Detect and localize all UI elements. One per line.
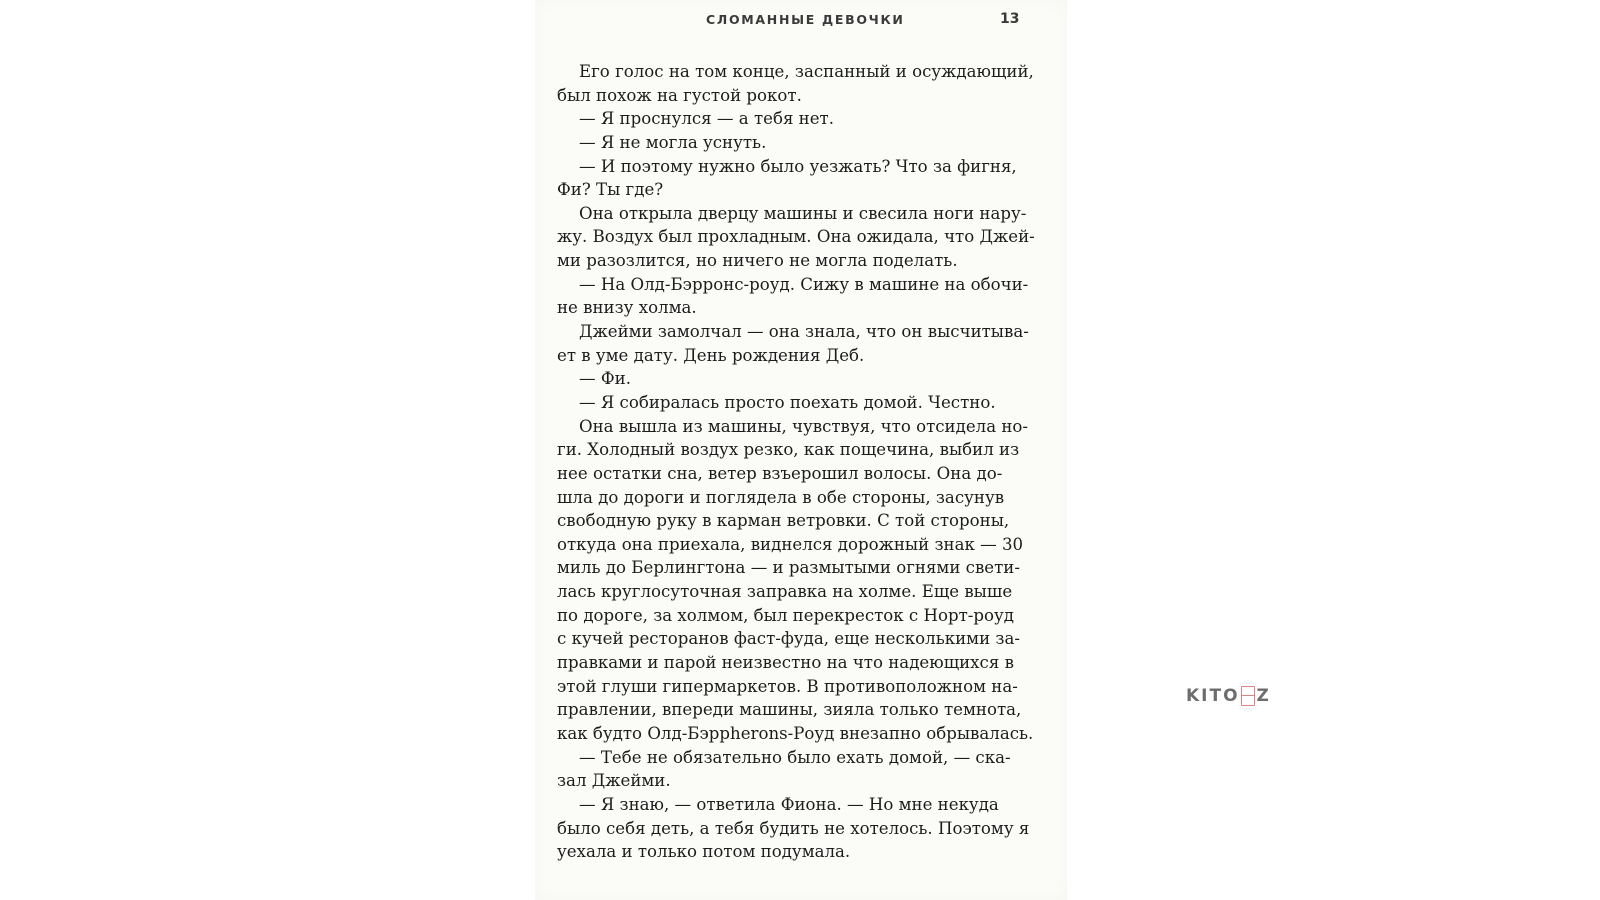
book-page [535, 0, 1067, 900]
text-line: Фи? Ты где? [557, 180, 664, 200]
text-line: жу. Воздух был прохладным. Она ожидала, что Джей- [557, 227, 1035, 247]
text-line: шла до дороги и поглядела в обе стороны, засунув [557, 487, 1005, 507]
text-line: лась круглосуточная заправка на холме. Еще выше [557, 582, 1013, 602]
text-line: не внизу холма. [557, 298, 697, 318]
text-line: было себя деть, а тебя будить не хотелось. Поэтому я [557, 818, 1030, 838]
watermark-text-left: KITO [1186, 686, 1240, 706]
text-line: Джейми замолчал — она знала, что он высчитыва- [579, 322, 1029, 342]
text-line: миль до Берлингтона — и размытыми огнями свети- [557, 558, 1020, 578]
text-line: был похож на густой рокот. [557, 85, 802, 105]
text-line: Его голос на том конце, заспанный и осуждающий, [579, 62, 1034, 81]
text-line: правлении, впереди машины, зияла только темнота, [557, 700, 1022, 720]
text-line: правками и парой неизвестно на что надеющихся в [557, 653, 1014, 673]
text-line: — Тебе не обязательно было ехать домой, — ска- [579, 747, 1011, 767]
text-line: зал Джейми. [557, 771, 671, 791]
text-line: нее остатки сна, ветер взъерошил волосы. Она до- [557, 463, 1003, 483]
text-line: — Я собиралась просто поехать домой. Честно. [579, 392, 996, 412]
text-line: ми разозлится, но ничего не могла поделать. [557, 251, 958, 271]
text-line: свободную руку в карман ветровки. С той стороны, [557, 511, 1010, 531]
text-line: — И поэтому нужно было уезжать? Что за фигня, [579, 156, 1017, 176]
text-line: — Я проснулся — а тебя нет. [579, 109, 835, 129]
body-text [557, 60, 1035, 864]
page-number: 13 [1000, 11, 1020, 27]
text-line: с кучей ресторанов фаст-фуда, еще несколькими за- [557, 629, 1020, 649]
text-line: откуда она приехала, виднелся дорожный знак — 30 [557, 534, 1024, 554]
text-line: ги. Холодный воздух резко, как пощечина, выбил из [557, 440, 1020, 460]
running-header [535, 11, 1067, 31]
site-watermark-logo [1186, 686, 1271, 706]
text-line: — Фи. [579, 369, 631, 389]
text-line: как будто Олд-Бэррherons-Роуд внезапно обрывалась. [557, 723, 1034, 743]
watermark-text-right: Z [1256, 686, 1271, 706]
text-line: этой глуши гипермаркетов. В противоположном на- [557, 676, 1018, 696]
running-title: СЛОМАННЫЕ ДЕВОЧКИ [706, 12, 905, 27]
book-icon [1241, 686, 1255, 706]
text-line: Она открыла дверцу машины и свесила ноги нару- [579, 203, 1027, 223]
text-line: по дороге, за холмом, был перекресток с Норт-роуд [557, 605, 1014, 625]
text-line: — На Олд-Бэрронс-роуд. Сижу в машине на обочи- [579, 274, 1029, 294]
text-line: ет в уме дату. День рождения Деб. [557, 345, 865, 365]
text-line: уехала и только потом подумала. [557, 842, 851, 862]
text-line: Она вышла из машины, чувствуя, что отсидела но- [579, 416, 1029, 436]
text-line: — Я знаю, — ответила Фиона. — Но мне некуда [579, 794, 999, 814]
text-line: — Я не могла уснуть. [579, 132, 767, 152]
